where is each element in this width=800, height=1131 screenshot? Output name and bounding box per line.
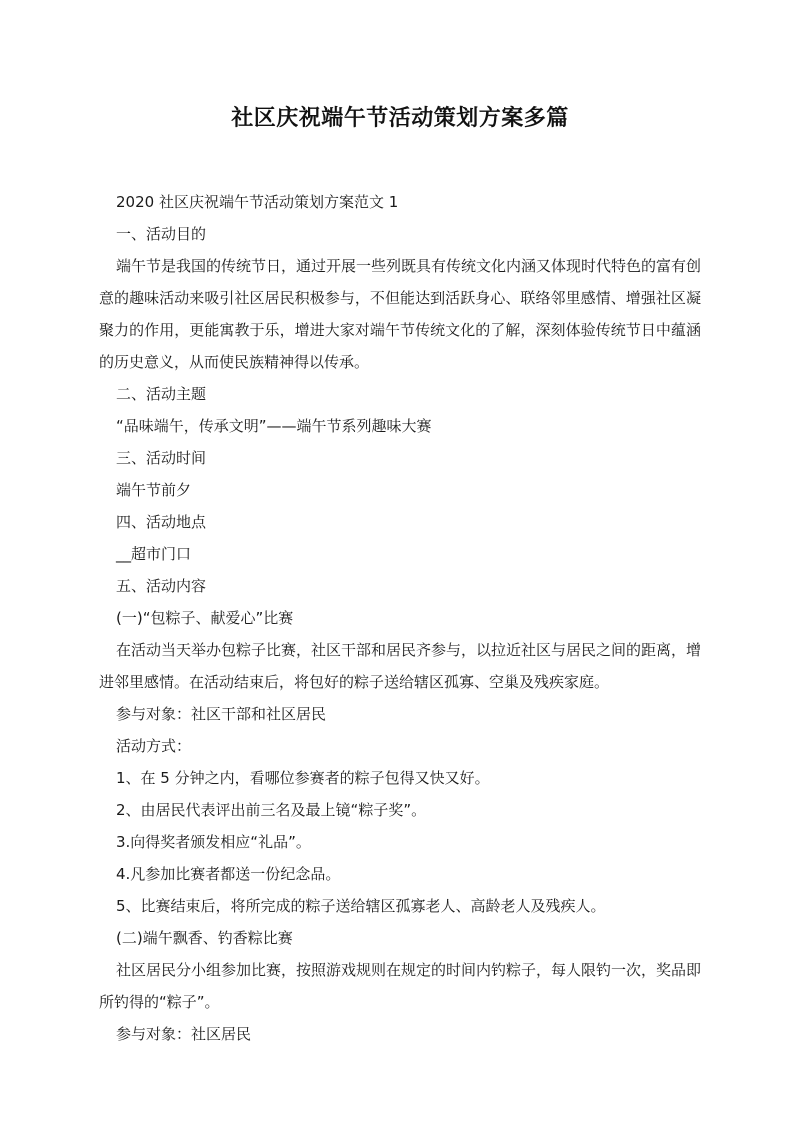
body-paragraph: 端午节前夕 [116, 481, 192, 499]
section-heading: 五、活动内容 [116, 577, 207, 595]
section-heading: 2020 社区庆祝端午节活动策划方案范文 1 [116, 193, 399, 211]
section-heading: 一、活动目的 [116, 225, 207, 243]
list-item: 5、比赛结束后，将所完成的粽子送给辖区孤寡老人、高龄老人及残疾人。 [116, 897, 606, 915]
body-paragraph: 在活动当天举办包粽子比赛，社区干部和居民齐参与，以拉近社区与居民之间的距离，增进邻里感情。在活动结束后，将包好的粽子送给辖区孤寡、空巢及残疾家庭。 [99, 641, 702, 691]
section-heading: 二、活动主题 [116, 385, 207, 403]
subsection-heading: (二)端午飘香、钓香粽比赛 [116, 929, 293, 947]
document-body [99, 186, 701, 1050]
body-paragraph: 端午节是我国的传统节日，通过开展一些列既具有传统文化内涵又体现时代特色的富有创意的趣味活动来吸引社区居民积极参与，不但能达到活跃身心、联络邻里感情、增强社区凝聚力的作用，更能寓教于乐，增进大家对端午节传统文化的了解，深刻体验传统节日中蕴涵的历史意义，从而使民族精神得以传承。 [99, 257, 702, 371]
document-title: 社区庆祝端午节活动策划方案多篇 [231, 106, 569, 131]
body-paragraph: __超市门口 [116, 545, 192, 563]
section-heading: 四、活动地点 [116, 513, 207, 531]
body-paragraph: 参与对象：社区干部和社区居民 [116, 705, 327, 723]
list-item: 2、由居民代表评出前三名及最上镜“粽子奖”。 [116, 801, 427, 819]
body-paragraph: “品味端午，传承文明”——端午节系列趣味大赛 [116, 417, 432, 435]
subsection-heading: (一)“包粽子、献爱心”比赛 [116, 609, 294, 627]
body-paragraph: 社区居民分小组参加比赛，按照游戏规则在规定的时间内钓粽子，每人限钓一次，奖品即所钓得的“粽子”。 [99, 961, 702, 1011]
list-item: 3.向得奖者颁发相应“礼品”。 [116, 833, 311, 851]
body-paragraph: 活动方式： [116, 737, 192, 755]
body-paragraph: 参与对象：社区居民 [116, 1025, 252, 1043]
list-item: 4.凡参加比赛者都送一份纪念品。 [116, 865, 341, 883]
section-heading: 三、活动时间 [116, 449, 207, 467]
list-item: 1、在 5 分钟之内，看哪位参赛者的粽子包得又快又好。 [116, 769, 490, 787]
